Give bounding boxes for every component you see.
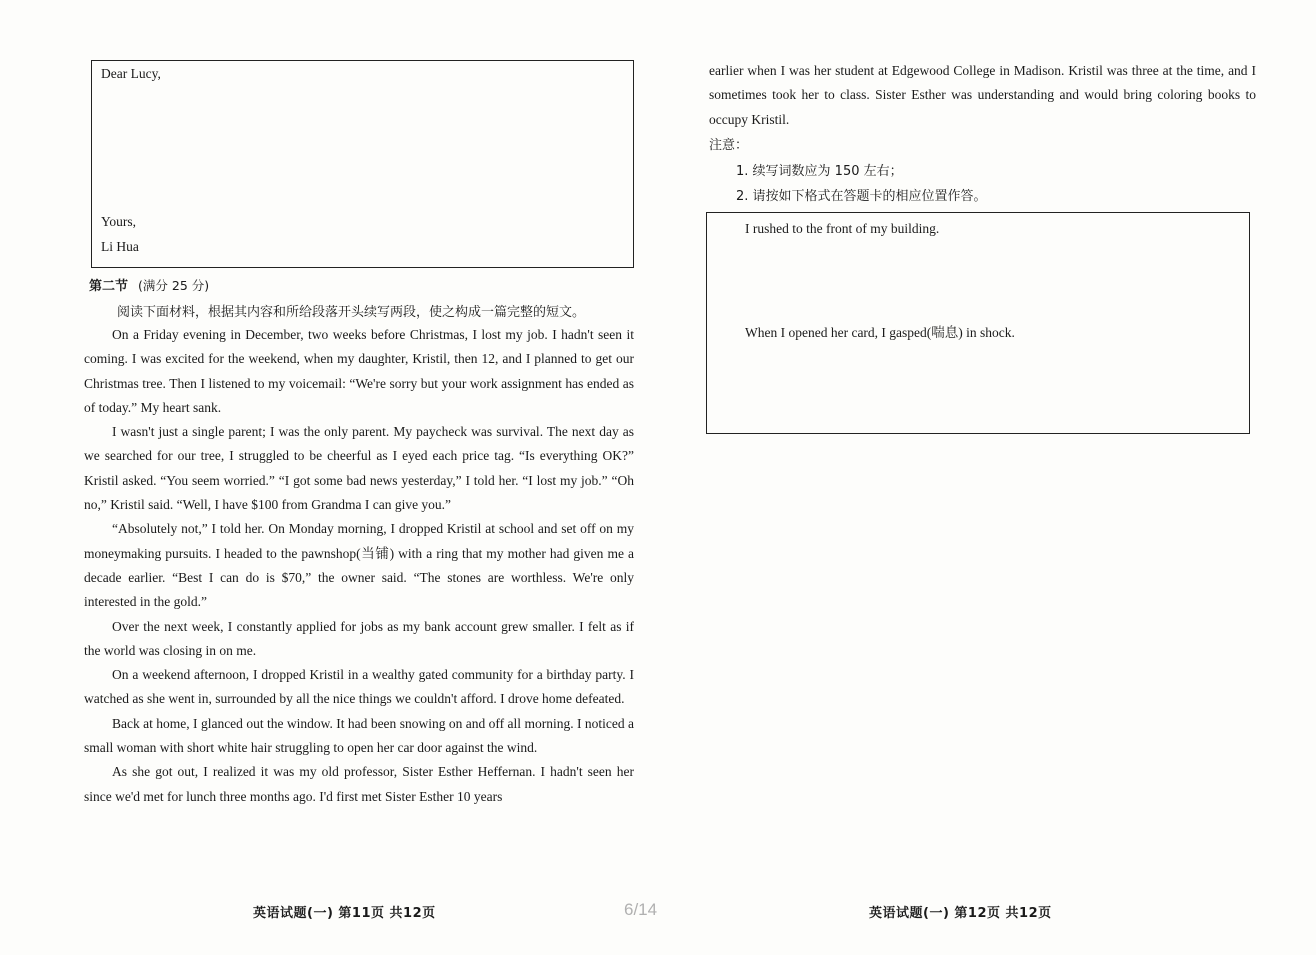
letter-closing: Yours, xyxy=(101,214,137,229)
paragraph: On a Friday evening in December, two weeks before Christmas, I lost my job. I hadn't seen it coming. I was excited for the weekend, when my daughter, Kristil, then 12, and I planned to get our Christmas tree. Then I listened to my voicemail: “We're sorry but your work assignment has ended as of today.” My heart sank. xyxy=(84,327,634,415)
passage-continuation xyxy=(709,59,1256,132)
passage xyxy=(84,323,634,809)
paragraph: “Absolutely not,” I told her. On Monday morning, I dropped Kristil at school and set off on my moneymaking pursuits. I headed to the pawnshop(当铺) with a ring that my mother had given me a decade earlier. “Best I can do is $70,” the owner said. “The stones are worthless. We're only interested in the gold.” xyxy=(84,521,634,610)
answer-prompt-1: I rushed to the front of my building. xyxy=(745,221,940,236)
paragraph: Back at home, I glanced out the window. It had been snowing on and off all morning. I noticed a small woman with short white hair struggling to open her car door against the wind. xyxy=(84,715,634,756)
section-instruction: 阅读下面材料，根据其内容和所给段落开头续写两段，使之构成一篇完整的短文。 xyxy=(117,305,586,320)
page-indicator: 6/14 xyxy=(624,900,658,919)
right-page xyxy=(658,0,1316,955)
paragraph: earlier when I was her student at Edgewood College in Madison. Kristil was three at the time, and I sometimes took her to class. Sister Esther was understanding and would bring coloring books to occupy Kristil. xyxy=(709,63,1256,127)
answer-prompt-2: When I opened her card, I gasped(喘息) in shock. xyxy=(745,325,1015,340)
paragraph: As she got out, I realized it was my old professor, Sister Esther Heffernan. I hadn't seen her since we'd met for lunch three months ago. I'd first met Sister Esther 10 years xyxy=(84,764,634,804)
letter-signature: Li Hua xyxy=(101,239,139,254)
notes-title: 注意： xyxy=(709,138,749,153)
letter-box xyxy=(91,60,634,268)
paragraph: On a weekend afternoon, I dropped Kristil in a wealthy gated community for a birthday party. I watched as she went in, surrounded by all the nice things we couldn't afford. I drove home defeated. xyxy=(84,667,634,707)
section-score: (满分 25 分) xyxy=(138,278,210,293)
paragraph: I wasn't just a single parent; I was the only parent. My paycheck was survival. The next day as we searched for our tree, I struggled to be cheerful as I eyed each price tag. “Is everything OK?” Kristil asked. “You seem worried.” “I got some bad news yesterday,” I told her. “I lost my job.” “Oh no,” Kristil said. “Well, I have $100 from Grandma I can give you.” xyxy=(84,424,634,513)
answer-box xyxy=(706,212,1250,434)
section-title: 第二节 xyxy=(89,279,129,294)
left-page-footer: 英语试题(一) 第11页 共12页 xyxy=(253,906,436,921)
letter-greeting: Dear Lucy, xyxy=(101,66,161,81)
note-item: 2. 请按如下格式在答题卡的相应位置作答。 xyxy=(736,189,987,204)
note-item: 1. 续写词数应为 150 左右； xyxy=(736,164,903,179)
right-page-footer: 英语试题(一) 第12页 共12页 xyxy=(869,906,1052,921)
paragraph: Over the next week, I constantly applied for jobs as my bank account grew smaller. I felt as if the world was closing in on me. xyxy=(84,618,634,658)
section-heading xyxy=(89,275,209,294)
